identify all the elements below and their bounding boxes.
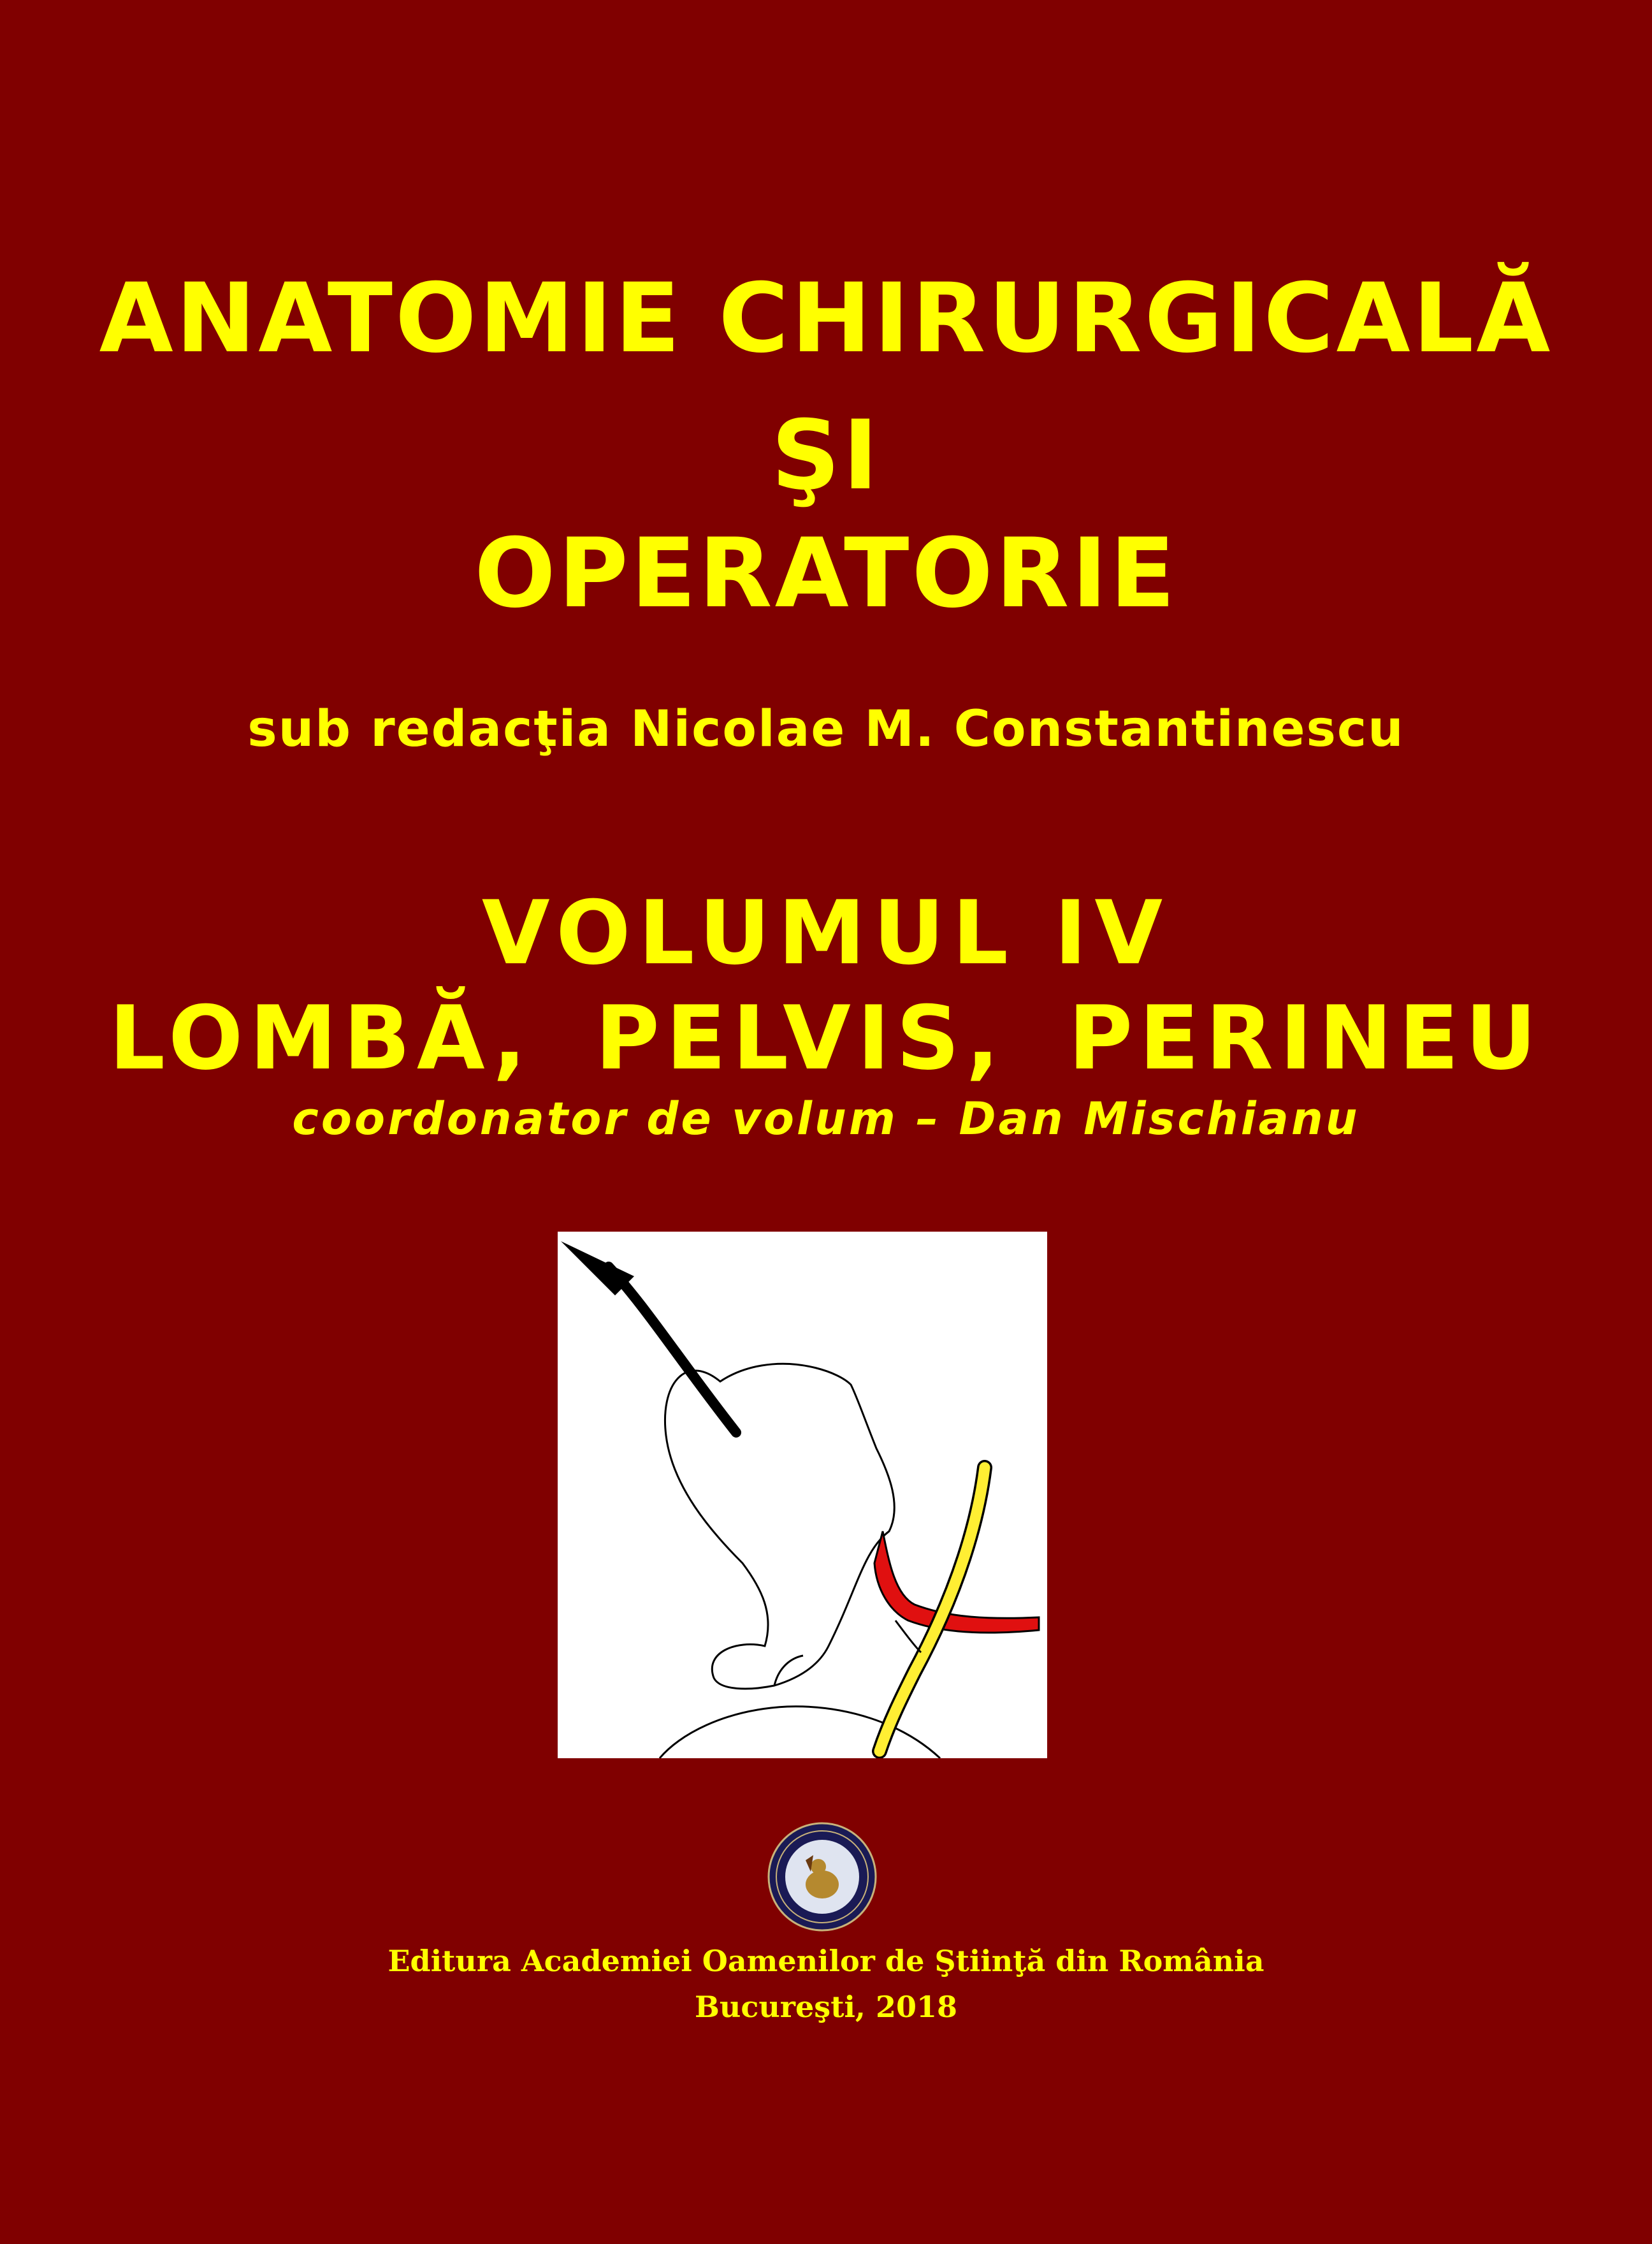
title-line-2: ŞI xyxy=(771,400,881,511)
anatomical-illustration xyxy=(558,1232,1047,1758)
title-line-1: ANATOMIE CHIRURGICALĂ xyxy=(99,263,1553,374)
instrument-shaft xyxy=(609,1267,736,1432)
volume-coordinator: coordonator de volum – Dan Mischianu xyxy=(292,1093,1360,1145)
volume-subject: LOMBĂ, PELVIS, PERINEU xyxy=(109,987,1543,1089)
publisher-name: Editura Academiei Oamenilor de Ştiinţă din România xyxy=(388,1944,1264,1978)
academy-seal xyxy=(767,1822,877,1932)
organ-outline xyxy=(665,1364,894,1689)
connective-line xyxy=(895,1621,921,1652)
editor-line: sub redacţia Nicolae M. Constantinescu xyxy=(247,701,1405,758)
title-line-3: OPERATORIE xyxy=(474,518,1178,629)
instrument-tip xyxy=(561,1241,634,1295)
publisher-place-year: Bucureşti, 2018 xyxy=(695,1990,957,2024)
volume-number: VOLUMUL IV xyxy=(481,882,1171,984)
